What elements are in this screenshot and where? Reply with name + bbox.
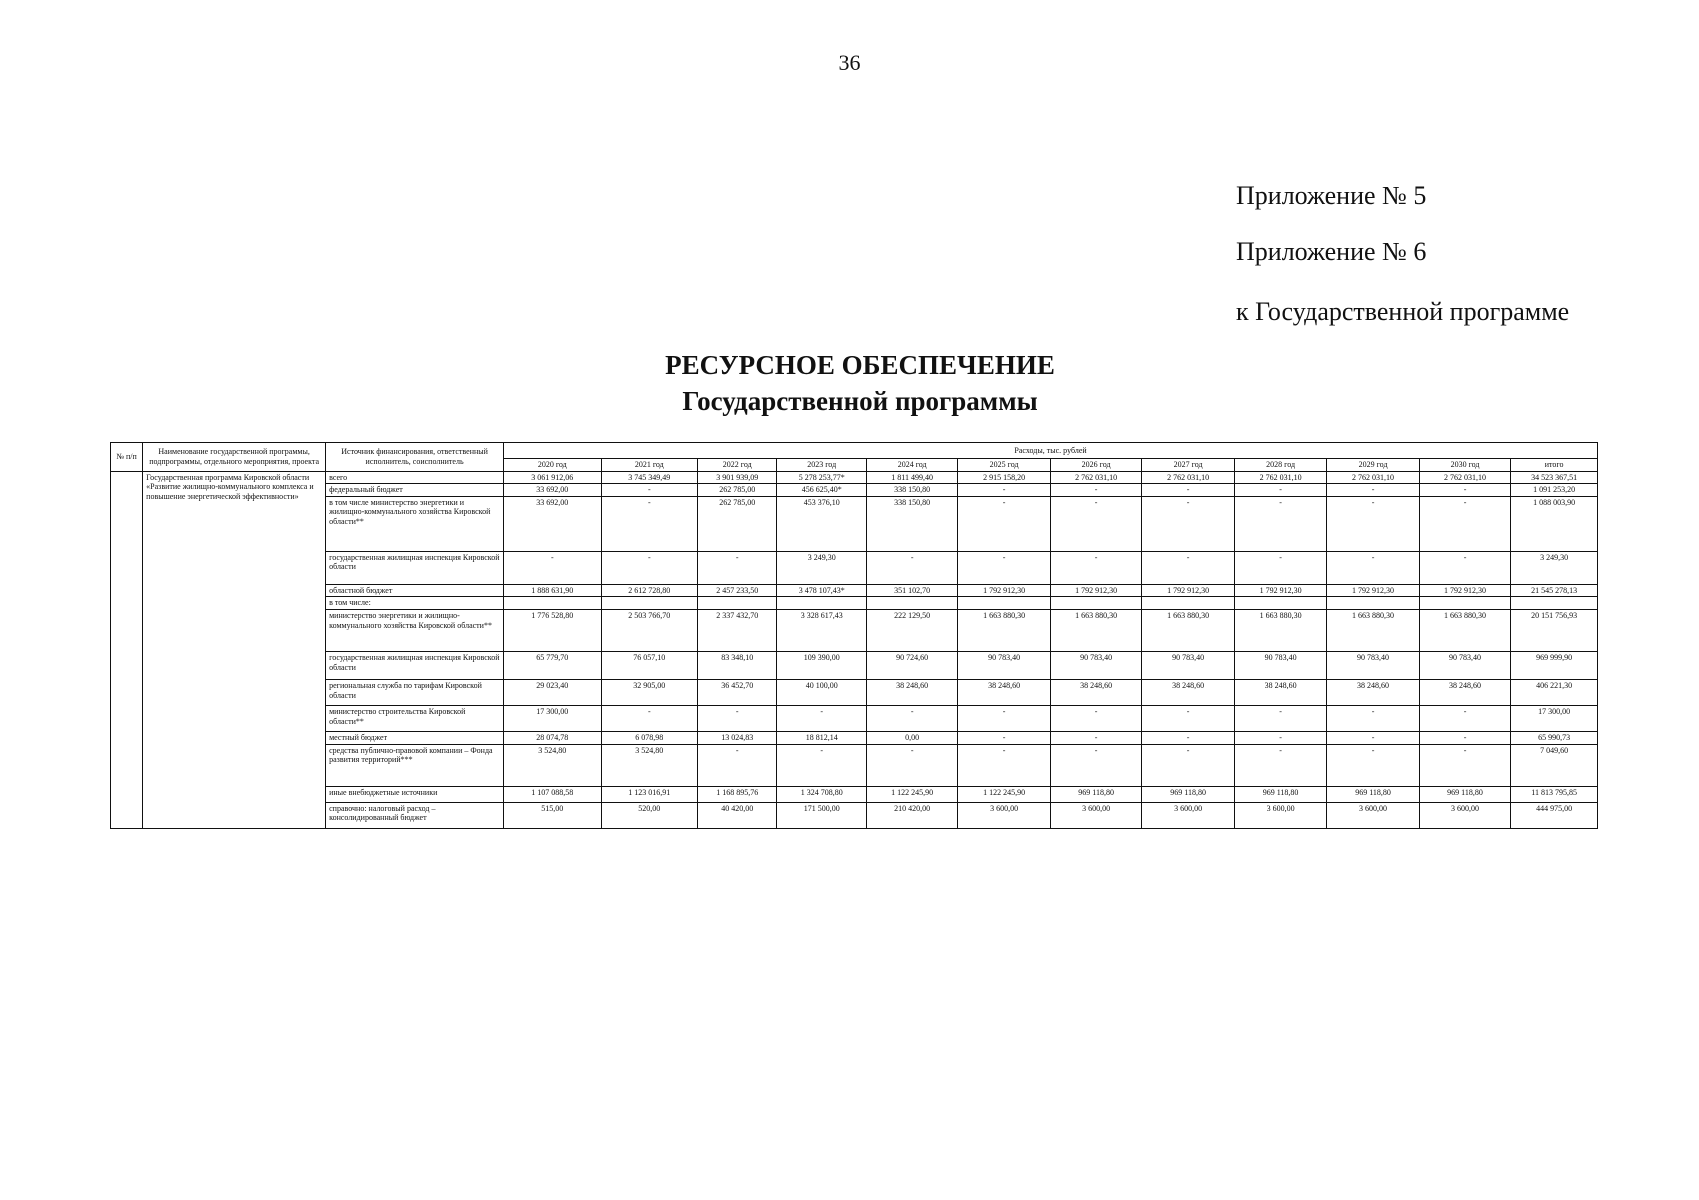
value-cell: 2 503 766,70 xyxy=(601,609,698,651)
value-cell: - xyxy=(698,551,777,584)
value-cell: 90 783,40 xyxy=(1050,651,1141,679)
value-cell: - xyxy=(1234,551,1326,584)
total-cell: 3 249,30 xyxy=(1511,551,1598,584)
value-cell: 1 776 528,80 xyxy=(504,609,602,651)
value-cell: - xyxy=(601,705,698,731)
source-cell: в том числе министерство энергетики и жилищно-коммунального хозяйства Кировской области** xyxy=(326,496,504,551)
header-year: 2030 год xyxy=(1419,459,1510,472)
value-cell: 1 122 245,90 xyxy=(866,786,957,802)
value-cell: 109 390,00 xyxy=(777,651,866,679)
value-cell: 2 612 728,80 xyxy=(601,584,698,597)
table-row xyxy=(111,597,1598,610)
value-cell: - xyxy=(601,551,698,584)
value-cell: - xyxy=(1050,551,1141,584)
value-cell: - xyxy=(1327,551,1419,584)
value-cell: 262 785,00 xyxy=(698,496,777,551)
value-cell xyxy=(698,597,777,610)
value-cell: 76 057,10 xyxy=(601,651,698,679)
header-expenses: Расходы, тыс. рублей xyxy=(504,443,1598,459)
total-cell: 20 151 756,93 xyxy=(1511,609,1598,651)
appendix-line-2: Приложение № 6 xyxy=(1236,237,1427,266)
value-cell: 2 915 158,20 xyxy=(958,471,1050,484)
table-row xyxy=(111,471,1598,484)
value-cell: 969 118,80 xyxy=(1419,786,1510,802)
value-cell: 2 762 031,10 xyxy=(1234,471,1326,484)
header-year: 2020 год xyxy=(504,459,602,472)
value-cell: 1 122 245,90 xyxy=(958,786,1050,802)
value-cell: 40 420,00 xyxy=(698,802,777,828)
value-cell: - xyxy=(698,744,777,786)
total-cell: 1 088 003,90 xyxy=(1511,496,1598,551)
value-cell: 1 792 912,30 xyxy=(958,584,1050,597)
value-cell: - xyxy=(1142,744,1234,786)
value-cell: - xyxy=(1327,705,1419,731)
value-cell: 38 248,60 xyxy=(1142,679,1234,705)
value-cell: 3 600,00 xyxy=(958,802,1050,828)
table-row xyxy=(111,705,1598,731)
value-cell xyxy=(1234,597,1326,610)
header-year: 2024 год xyxy=(866,459,957,472)
header-name: Наименование государственной программы, подпрограммы, отдельного мероприятия, проекта xyxy=(143,443,326,472)
page-number: 36 xyxy=(838,50,861,75)
value-cell: 1 792 912,30 xyxy=(1234,584,1326,597)
source-cell: иные внебюджетные источники xyxy=(326,786,504,802)
value-cell: 1 168 895,76 xyxy=(698,786,777,802)
source-cell: министерство энергетики и жилищно-коммунального хозяйства Кировской области** xyxy=(326,609,504,651)
total-cell: 17 300,00 xyxy=(1511,705,1598,731)
value-cell: - xyxy=(866,551,957,584)
table-row xyxy=(111,786,1598,802)
header-year: 2025 год xyxy=(958,459,1050,472)
value-cell: 351 102,70 xyxy=(866,584,957,597)
value-cell: 453 376,10 xyxy=(777,496,866,551)
table-row xyxy=(111,651,1598,679)
table-row xyxy=(111,744,1598,786)
value-cell: 90 783,40 xyxy=(958,651,1050,679)
value-cell: - xyxy=(1142,496,1234,551)
row-number-cell xyxy=(111,471,143,828)
value-cell: - xyxy=(601,496,698,551)
value-cell: - xyxy=(1234,731,1326,744)
value-cell: 1 663 880,30 xyxy=(1419,609,1510,651)
appendix-line-1: Приложение № 5 xyxy=(1236,181,1427,210)
value-cell: - xyxy=(1419,551,1510,584)
value-cell xyxy=(1419,597,1510,610)
value-cell: 3 600,00 xyxy=(1234,802,1326,828)
source-cell: министерство строительства Кировской области** xyxy=(326,705,504,731)
value-cell: 969 118,80 xyxy=(1234,786,1326,802)
value-cell: 969 118,80 xyxy=(1327,786,1419,802)
value-cell: - xyxy=(1050,705,1141,731)
value-cell: 90 724,60 xyxy=(866,651,957,679)
header-year: 2021 год xyxy=(601,459,698,472)
value-cell xyxy=(601,597,698,610)
source-cell: справочно: налоговый расход – консолидированный бюджет xyxy=(326,802,504,828)
value-cell: 38 248,60 xyxy=(1050,679,1141,705)
value-cell: - xyxy=(1327,484,1419,497)
value-cell: 65 779,70 xyxy=(504,651,602,679)
value-cell: 3 600,00 xyxy=(1050,802,1141,828)
value-cell: 36 452,70 xyxy=(698,679,777,705)
value-cell xyxy=(1050,597,1141,610)
value-cell: 18 812,14 xyxy=(777,731,866,744)
value-cell: 38 248,60 xyxy=(1327,679,1419,705)
value-cell: - xyxy=(1050,744,1141,786)
value-cell: 515,00 xyxy=(504,802,602,828)
value-cell xyxy=(1327,597,1419,610)
value-cell: - xyxy=(1234,496,1326,551)
appendix-line-3: к Государственной программе xyxy=(1236,297,1570,326)
value-cell: - xyxy=(1142,731,1234,744)
value-cell: 32 905,00 xyxy=(601,679,698,705)
value-cell: - xyxy=(866,744,957,786)
value-cell: 2 762 031,10 xyxy=(1327,471,1419,484)
value-cell: 38 248,60 xyxy=(866,679,957,705)
value-cell: 520,00 xyxy=(601,802,698,828)
value-cell: - xyxy=(777,744,866,786)
value-cell: - xyxy=(1142,705,1234,731)
source-cell: государственная жилищная инспекция Кировской области xyxy=(326,651,504,679)
table-row xyxy=(111,679,1598,705)
table-row xyxy=(111,496,1598,551)
value-cell: 210 420,00 xyxy=(866,802,957,828)
value-cell: - xyxy=(866,705,957,731)
table-row xyxy=(111,551,1598,584)
table-row xyxy=(111,484,1598,497)
value-cell: - xyxy=(958,551,1050,584)
total-cell: 11 813 795,85 xyxy=(1511,786,1598,802)
value-cell: - xyxy=(1234,484,1326,497)
value-cell: - xyxy=(1050,731,1141,744)
value-cell: - xyxy=(504,551,602,584)
source-cell: государственная жилищная инспекция Кировской области xyxy=(326,551,504,584)
value-cell: 262 785,00 xyxy=(698,484,777,497)
value-cell: - xyxy=(958,484,1050,497)
value-cell: 6 078,98 xyxy=(601,731,698,744)
value-cell: 1 792 912,30 xyxy=(1327,584,1419,597)
value-cell: 5 278 253,77* xyxy=(777,471,866,484)
value-cell: 171 500,00 xyxy=(777,802,866,828)
total-cell: 406 221,30 xyxy=(1511,679,1598,705)
value-cell: 1 663 880,30 xyxy=(1050,609,1141,651)
value-cell: - xyxy=(958,731,1050,744)
value-cell: 3 328 617,43 xyxy=(777,609,866,651)
header-year: 2027 год xyxy=(1142,459,1234,472)
source-cell: средства публично-правовой компании – Фонда развития территорий*** xyxy=(326,744,504,786)
value-cell: - xyxy=(1327,496,1419,551)
value-cell: 338 150,80 xyxy=(866,496,957,551)
value-cell: 3 478 107,43* xyxy=(777,584,866,597)
value-cell: - xyxy=(1142,484,1234,497)
value-cell: 2 337 432,70 xyxy=(698,609,777,651)
value-cell: 3 745 349,49 xyxy=(601,471,698,484)
value-cell: - xyxy=(601,484,698,497)
value-cell: 90 783,40 xyxy=(1142,651,1234,679)
value-cell: 3 901 939,09 xyxy=(698,471,777,484)
value-cell: 2 762 031,10 xyxy=(1050,471,1141,484)
source-cell: федеральный бюджет xyxy=(326,484,504,497)
value-cell: 83 348,10 xyxy=(698,651,777,679)
value-cell: 1 324 708,80 xyxy=(777,786,866,802)
value-cell: - xyxy=(698,705,777,731)
value-cell: 1 123 016,91 xyxy=(601,786,698,802)
value-cell: - xyxy=(1419,484,1510,497)
value-cell: - xyxy=(1234,705,1326,731)
header-year: 2028 год xyxy=(1234,459,1326,472)
value-cell: 90 783,40 xyxy=(1234,651,1326,679)
value-cell: - xyxy=(1050,484,1141,497)
value-cell: - xyxy=(958,705,1050,731)
resource-table xyxy=(110,442,1598,829)
value-cell: - xyxy=(1419,744,1510,786)
total-cell xyxy=(1511,597,1598,610)
value-cell: 222 129,50 xyxy=(866,609,957,651)
value-cell: 1 792 912,30 xyxy=(1050,584,1141,597)
total-cell: 444 975,00 xyxy=(1511,802,1598,828)
total-cell: 7 049,60 xyxy=(1511,744,1598,786)
value-cell: 0,00 xyxy=(866,731,957,744)
value-cell: 3 249,30 xyxy=(777,551,866,584)
value-cell: - xyxy=(1419,705,1510,731)
value-cell: 1 792 912,30 xyxy=(1419,584,1510,597)
header-num: № п/п xyxy=(111,443,143,472)
value-cell: - xyxy=(1327,744,1419,786)
header-source: Источник финансирования, ответственный исполнитель, соисполнитель xyxy=(326,443,504,472)
value-cell: 2 762 031,10 xyxy=(1142,471,1234,484)
document-subtitle: Государственной программы xyxy=(682,386,1038,416)
table-row xyxy=(111,802,1598,828)
value-cell: 28 074,78 xyxy=(504,731,602,744)
value-cell: - xyxy=(1327,731,1419,744)
value-cell: 1 107 088,58 xyxy=(504,786,602,802)
value-cell: - xyxy=(958,496,1050,551)
value-cell: 90 783,40 xyxy=(1327,651,1419,679)
value-cell xyxy=(777,597,866,610)
value-cell: - xyxy=(777,705,866,731)
total-cell: 34 523 367,51 xyxy=(1511,471,1598,484)
source-cell: региональная служба по тарифам Кировской области xyxy=(326,679,504,705)
value-cell: - xyxy=(1234,744,1326,786)
value-cell: - xyxy=(1142,551,1234,584)
value-cell: 17 300,00 xyxy=(504,705,602,731)
source-cell: всего xyxy=(326,471,504,484)
value-cell: 1 792 912,30 xyxy=(1142,584,1234,597)
value-cell: - xyxy=(1419,496,1510,551)
value-cell: 90 783,40 xyxy=(1419,651,1510,679)
value-cell: 3 600,00 xyxy=(1142,802,1234,828)
value-cell: 38 248,60 xyxy=(1234,679,1326,705)
value-cell: 1 663 880,30 xyxy=(958,609,1050,651)
source-cell: местный бюджет xyxy=(326,731,504,744)
value-cell: 1 663 880,30 xyxy=(1142,609,1234,651)
value-cell: - xyxy=(958,744,1050,786)
value-cell xyxy=(1142,597,1234,610)
value-cell: 1 663 880,30 xyxy=(1234,609,1326,651)
program-name-cell: Государственная программа Кировской области «Развитие жилищно-коммунального комплекса и повышение энергетической эффективности» xyxy=(143,471,326,828)
value-cell xyxy=(866,597,957,610)
total-cell: 1 091 253,20 xyxy=(1511,484,1598,497)
value-cell: 3 600,00 xyxy=(1327,802,1419,828)
header-year: 2023 год xyxy=(777,459,866,472)
value-cell: 969 118,80 xyxy=(1142,786,1234,802)
value-cell: 33 692,00 xyxy=(504,496,602,551)
value-cell: 1 888 631,90 xyxy=(504,584,602,597)
value-cell: 2 762 031,10 xyxy=(1419,471,1510,484)
value-cell: 38 248,60 xyxy=(958,679,1050,705)
value-cell: 33 692,00 xyxy=(504,484,602,497)
value-cell: 456 625,40* xyxy=(777,484,866,497)
value-cell: - xyxy=(1419,731,1510,744)
document-title: РЕСУРСНОЕ ОБЕСПЕЧЕНИЕ xyxy=(665,350,1055,380)
total-cell: 21 545 278,13 xyxy=(1511,584,1598,597)
value-cell: - xyxy=(1050,496,1141,551)
value-cell: 3 061 912,06 xyxy=(504,471,602,484)
table-row xyxy=(111,731,1598,744)
header-year: 2026 год xyxy=(1050,459,1141,472)
table-row xyxy=(111,609,1598,651)
header-year: 2029 год xyxy=(1327,459,1419,472)
value-cell: 338 150,80 xyxy=(866,484,957,497)
value-cell: 29 023,40 xyxy=(504,679,602,705)
value-cell: 38 248,60 xyxy=(1419,679,1510,705)
value-cell: 40 100,00 xyxy=(777,679,866,705)
value-cell: 1 663 880,30 xyxy=(1327,609,1419,651)
header-total: итого xyxy=(1511,459,1598,472)
value-cell: 2 457 233,50 xyxy=(698,584,777,597)
table-row xyxy=(111,584,1598,597)
value-cell: 969 118,80 xyxy=(1050,786,1141,802)
total-cell: 969 999,90 xyxy=(1511,651,1598,679)
value-cell: 3 600,00 xyxy=(1419,802,1510,828)
value-cell xyxy=(958,597,1050,610)
value-cell xyxy=(504,597,602,610)
source-cell: областной бюджет xyxy=(326,584,504,597)
value-cell: 3 524,80 xyxy=(601,744,698,786)
value-cell: 1 811 499,40 xyxy=(866,471,957,484)
value-cell: 3 524,80 xyxy=(504,744,602,786)
header-year: 2022 год xyxy=(698,459,777,472)
value-cell: 13 024,83 xyxy=(698,731,777,744)
header-row xyxy=(111,443,1598,459)
source-cell: в том числе: xyxy=(326,597,504,610)
total-cell: 65 990,73 xyxy=(1511,731,1598,744)
